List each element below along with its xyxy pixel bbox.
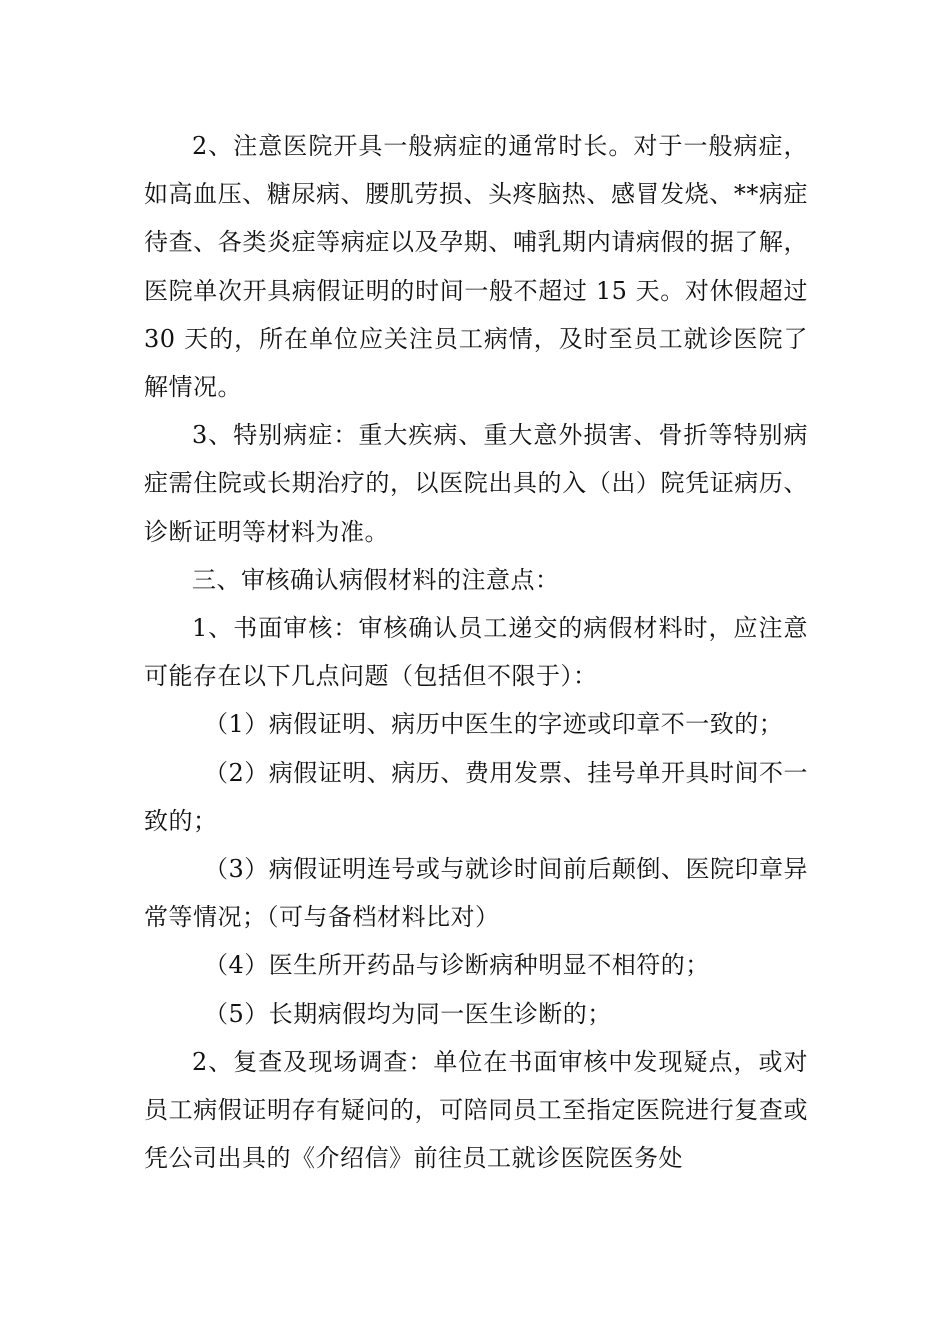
list-item-3: （3）病假证明连号或与就诊时间前后颠倒、医院印章异常等情况；（可与备档材料比对）	[144, 855, 808, 932]
paragraph-written-review: 1、书面审核：审核确认员工递交的病假材料时，应注意可能存在以下几点问题（包括但不限于）：	[144, 614, 808, 691]
list-item-4: （4）医生所开药品与诊断病种明显不相符的；	[204, 951, 710, 980]
list-item-1: （1）病假证明、病历中医生的字迹或印章不一致的；	[204, 710, 784, 739]
paragraph-recheck-investigation: 2、复查及现场调查：单位在书面审核中发现疑点，或对员工病假证明存有疑问的，可陪同员工至指定医院进行复查或凭公司出具的《介绍信》前往员工就诊医院医务处	[144, 1047, 808, 1173]
paragraph-special-illness: 3、特别病症：重大疾病、重大意外损害、骨折等特别病症需住院或长期治疗的，以医院出具的入（出）院凭证病历、诊断证明等材料为准。	[144, 421, 808, 546]
paragraph-typical-duration: 2、注意医院开具一般病症的通常时长。对于一般病症，如高血压、糖尿病、腰肌劳损、头疼脑热、感冒发烧、**病症待查、各类炎症等病症以及孕期、哺乳期内请病假的据了解，医院单次开具病假证明的时间一般不超过 15 天。对休假超过 30 天的，所在单位应关注员工病情，及时至员工就诊医院了解情况。	[144, 132, 808, 402]
list-item-5: （5）长期病假均为同一医生诊断的；	[204, 999, 612, 1028]
list-item-2: （2）病假证明、病历、费用发票、挂号单开具时间不一致的；	[144, 758, 808, 835]
document-body	[144, 122, 808, 1182]
section-heading-review-points: 三、审核确认病假材料的注意点：	[192, 565, 560, 594]
